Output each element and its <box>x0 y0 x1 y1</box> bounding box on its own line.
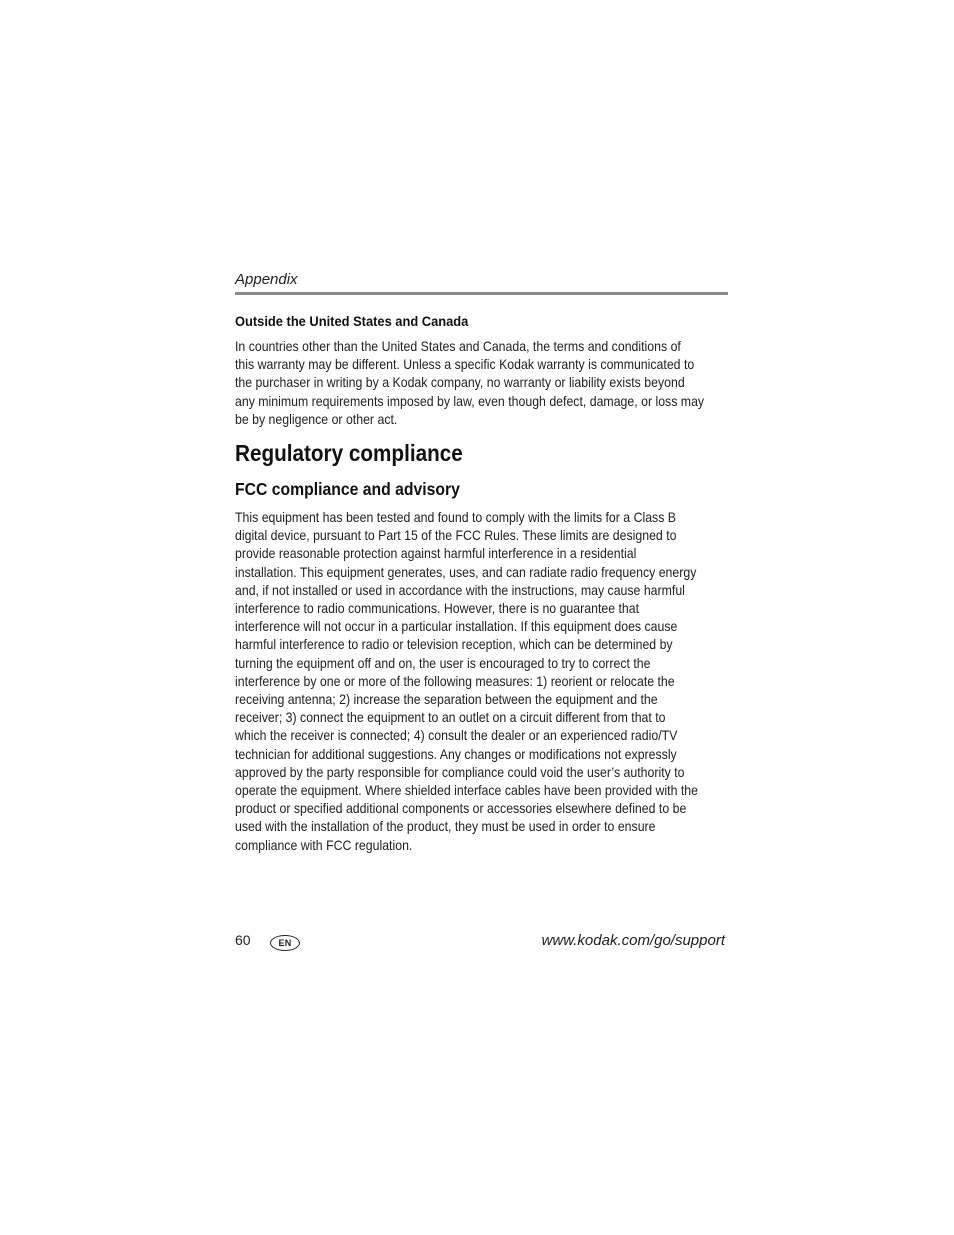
language-badge: EN <box>270 935 300 951</box>
paragraph-line: receiving antenna; 2) increase the separation between the equipment and the <box>235 691 658 708</box>
paragraph-line: operate the equipment. Where shielded interface cables have been provided with the <box>235 782 698 799</box>
paragraph-line: interference by one or more of the following measures: 1) reorient or relocate the <box>235 672 675 689</box>
paragraph-line: receiver; 3) connect the equipment to an outlet on a circuit different from that to <box>235 709 666 726</box>
support-url[interactable]: www.kodak.com/go/support <box>541 932 725 949</box>
paragraph-line: interference to radio communications. However, there is no guarantee that <box>235 600 640 617</box>
paragraph-line: product or specified additional components or accessories elsewhere defined to be <box>235 800 687 817</box>
header-rule <box>235 292 728 295</box>
paragraph-line: installation. This equipment generates, uses, and can radiate radio frequency energy <box>235 563 697 580</box>
warranty-outside-paragraph <box>235 337 704 428</box>
paragraph-line: approved by the party responsible for compliance could void the user’s authority to <box>235 763 685 780</box>
fcc-paragraph <box>235 508 698 854</box>
page-number: 60 <box>235 932 251 948</box>
paragraph-line: any minimum requirements imposed by law, even though defect, damage, or loss may <box>235 392 705 409</box>
paragraph-line: which the receiver is connected; 4) consult the dealer or an experienced radio/TV <box>235 727 678 744</box>
paragraph-line: turning the equipment off and on, the user is encouraged to try to correct the <box>235 654 651 671</box>
paragraph-line: and, if not installed or used in accordance with the instructions, may cause harmful <box>235 581 685 598</box>
section-subtitle: FCC compliance and advisory <box>235 479 460 499</box>
paragraph-line: this warranty may be different. Unless a specific Kodak warranty is communicated to <box>235 356 695 373</box>
section-title: Regulatory compliance <box>235 440 463 466</box>
paragraph-line: digital device, pursuant to Part 15 of the FCC Rules. These limits are designed to <box>235 527 677 544</box>
warranty-outside-heading: Outside the United States and Canada <box>235 313 469 329</box>
paragraph-line: provide reasonable protection against harmful interference in a residential <box>235 545 637 562</box>
paragraph-line: harmful interference to radio or television reception, which can be determined by <box>235 636 673 653</box>
paragraph-line: compliance with FCC regulation. <box>235 836 413 853</box>
paragraph-line: technician for additional suggestions. Any changes or modifications not expressly <box>235 745 677 762</box>
paragraph-line: This equipment has been tested and found to comply with the limits for a Class B <box>235 509 677 525</box>
paragraph-line: the purchaser in writing by a Kodak company, no warranty or liability exists beyond <box>235 374 685 391</box>
paragraph-line: be by negligence or other act. <box>235 410 398 427</box>
paragraph-line: used with the installation of the product, they must be used in order to ensure <box>235 818 656 835</box>
paragraph-line: interference will not occur in a particular installation. If this equipment does cause <box>235 618 678 635</box>
running-head: Appendix <box>235 271 298 288</box>
paragraph-line: In countries other than the United States and Canada, the terms and conditions of <box>235 338 681 354</box>
manual-page <box>235 0 728 1235</box>
